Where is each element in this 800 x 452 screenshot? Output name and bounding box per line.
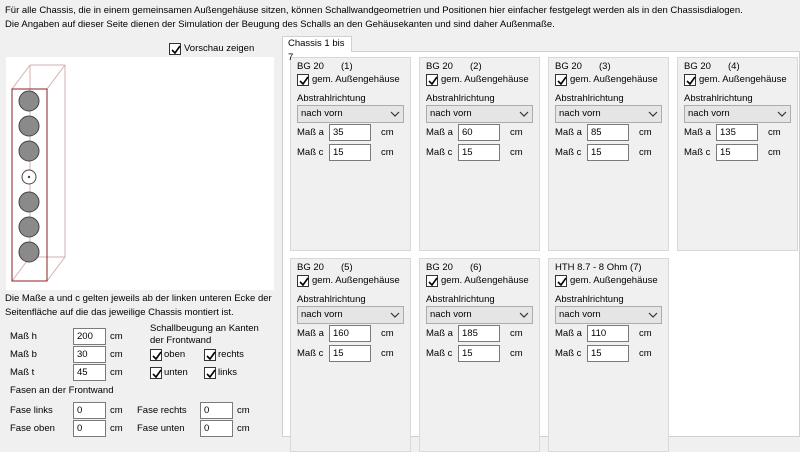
measure-c-label: Maß c: [297, 348, 324, 359]
chassis-card: [419, 57, 540, 251]
measure-a-input[interactable]: 135: [716, 124, 758, 141]
measure-c-input[interactable]: 15: [458, 345, 500, 362]
direction-label: Abstrahlrichtung: [684, 93, 753, 104]
checkmark-icon: [205, 350, 217, 362]
chassis-number: (6): [470, 262, 482, 273]
measure-a-unit: cm: [639, 127, 652, 138]
chevron-down-icon: [519, 109, 529, 119]
chassis-card: [548, 57, 669, 251]
measure-c-unit: cm: [510, 147, 523, 158]
measure-a-label: Maß a: [426, 127, 453, 138]
chassis-number: (2): [470, 61, 482, 72]
shared-enclosure-label: gem. Außengehäuse: [570, 74, 658, 85]
preview-checkbox[interactable]: [169, 43, 181, 55]
measure-c-label: Maß c: [555, 147, 582, 158]
checkmark-icon: [205, 368, 217, 380]
chevron-down-icon: [648, 310, 658, 320]
chassis-title: BG 20: [426, 61, 453, 72]
chamfer-right-label: Fase rechts: [137, 405, 187, 416]
measure-a-input[interactable]: 60: [458, 124, 500, 141]
dimension-description-line-2: Seitenfläche auf die das jeweilige Chassis montiert ist.: [5, 307, 234, 318]
measure-c-unit: cm: [510, 348, 523, 359]
measure-a-label: Maß a: [555, 328, 582, 339]
chevron-down-icon: [648, 109, 658, 119]
chamfer-left-label: Fase links: [10, 405, 53, 416]
edge-left-label: links: [218, 367, 238, 378]
checkmark-icon: [685, 75, 697, 87]
direction-select[interactable]: [426, 306, 533, 324]
speaker-cabinet-drawing: [6, 57, 274, 290]
chassis-number: (5): [341, 262, 353, 273]
dim-t-label: Maß t: [10, 367, 35, 378]
checkmark-icon: [556, 75, 568, 87]
chamfer-top-label: Fase oben: [10, 423, 55, 434]
direction-select[interactable]: [684, 105, 791, 123]
measure-c-input[interactable]: 15: [329, 144, 371, 161]
direction-label: Abstrahlrichtung: [555, 93, 624, 104]
measure-c-label: Maß c: [684, 147, 711, 158]
measure-c-label: Maß c: [426, 348, 453, 359]
chassis-card: [290, 57, 411, 251]
edge-top-checkbox[interactable]: [150, 349, 162, 361]
measure-c-label: Maß c: [426, 147, 453, 158]
chassis-card: [677, 57, 798, 251]
chassis-title: BG 20: [297, 262, 324, 273]
chassis-title: HTH 8.7 - 8 Ohm (7): [555, 262, 642, 273]
measure-a-label: Maß a: [684, 127, 711, 138]
dim-h-label: Maß h: [10, 331, 37, 342]
measure-c-input[interactable]: 15: [587, 345, 629, 362]
direction-label: Abstrahlrichtung: [426, 93, 495, 104]
chamfer-bottom-label: Fase unten: [137, 423, 185, 434]
measure-c-input[interactable]: 15: [329, 345, 371, 362]
chassis-title: BG 20: [555, 61, 582, 72]
chevron-down-icon: [519, 310, 529, 320]
chamfer-left-unit: cm: [110, 405, 123, 416]
chassis-card: [548, 258, 669, 452]
shared-enclosure-label: gem. Außengehäuse: [312, 74, 400, 85]
measure-c-unit: cm: [381, 147, 394, 158]
measure-c-label: Maß c: [297, 147, 324, 158]
shared-enclosure-checkbox[interactable]: [555, 74, 567, 86]
chassis-title: BG 20: [426, 262, 453, 273]
dim-h-unit: cm: [110, 331, 123, 342]
shared-enclosure-label: gem. Außengehäuse: [699, 74, 787, 85]
shared-enclosure-label: gem. Außengehäuse: [570, 275, 658, 286]
direction-label: Abstrahlrichtung: [555, 294, 624, 305]
edge-right-label: rechts: [218, 349, 244, 360]
chassis-title: BG 20: [684, 61, 711, 72]
direction-select[interactable]: [426, 105, 533, 123]
chamfer-bottom-input[interactable]: 0: [200, 420, 233, 437]
direction-select[interactable]: [555, 306, 662, 324]
shared-enclosure-checkbox[interactable]: [426, 275, 438, 287]
direction-value: nach vorn: [430, 309, 472, 320]
shared-enclosure-checkbox[interactable]: [555, 275, 567, 287]
measure-a-unit: cm: [381, 127, 394, 138]
direction-value: nach vorn: [430, 108, 472, 119]
measure-a-input[interactable]: 160: [329, 325, 371, 342]
measure-c-input[interactable]: 15: [587, 144, 629, 161]
chassis-number: (3): [599, 61, 611, 72]
dim-b-input[interactable]: 30: [73, 346, 106, 363]
measure-a-unit: cm: [381, 328, 394, 339]
info-line-2: Die Angaben auf dieser Seite dienen der Simulation der Beugung des Schalls an den Gehäusekanten und sind daher Außenmaße.: [5, 19, 555, 30]
shared-enclosure-label: gem. Außengehäuse: [441, 275, 529, 286]
checkmark-icon: [427, 276, 439, 288]
chamfer-right-unit: cm: [237, 405, 250, 416]
measure-a-input[interactable]: 185: [458, 325, 500, 342]
info-line-1: Für alle Chassis, die in einem gemeinsamen Außengehäuse sitzen, können Schallwandgeometrien und Positionen hier einfacher festgelegt werden als in den Chassisdialogen.: [5, 5, 743, 16]
measure-c-unit: cm: [639, 348, 652, 359]
shared-enclosure-checkbox[interactable]: [297, 275, 309, 287]
direction-select[interactable]: [555, 105, 662, 123]
dim-b-label: Maß b: [10, 349, 37, 360]
chamfer-title: Fasen an der Frontwand: [10, 385, 114, 396]
dim-b-unit: cm: [110, 349, 123, 360]
chamfer-left-input[interactable]: 0: [73, 402, 106, 419]
direction-label: Abstrahlrichtung: [297, 294, 366, 305]
chamfer-right-input[interactable]: 0: [200, 402, 233, 419]
edge-top-label: oben: [164, 349, 186, 360]
diffraction-title-2: der Frontwand: [150, 335, 212, 346]
measure-c-unit: cm: [639, 147, 652, 158]
speaker-preview: [6, 57, 274, 290]
chamfer-top-input[interactable]: 0: [73, 420, 106, 437]
direction-value: nach vorn: [688, 108, 730, 119]
shared-enclosure-checkbox[interactable]: [426, 74, 438, 86]
edge-right-checkbox[interactable]: [204, 349, 216, 361]
checkmark-icon: [298, 75, 310, 87]
checkmark-icon: [556, 276, 568, 288]
edge-left-checkbox[interactable]: [204, 367, 216, 379]
chassis-number: (1): [341, 61, 353, 72]
chassis-title: BG 20: [297, 61, 324, 72]
direction-value: nach vorn: [559, 309, 601, 320]
shared-enclosure-checkbox[interactable]: [684, 74, 696, 86]
edge-bottom-checkbox[interactable]: [150, 367, 162, 379]
direction-value: nach vorn: [301, 108, 343, 119]
measure-a-label: Maß a: [555, 127, 582, 138]
dim-t-input[interactable]: 45: [73, 364, 106, 381]
measure-a-label: Maß a: [426, 328, 453, 339]
direction-label: Abstrahlrichtung: [426, 294, 495, 305]
measure-a-unit: cm: [768, 127, 781, 138]
measure-a-unit: cm: [510, 127, 523, 138]
checkmark-icon: [170, 44, 182, 56]
direction-value: nach vorn: [559, 108, 601, 119]
measure-c-unit: cm: [381, 348, 394, 359]
direction-value: nach vorn: [301, 309, 343, 320]
dimension-description-line-1: Die Maße a und c gelten jeweils ab der linken unteren Ecke der: [5, 293, 272, 304]
chassis-number: (4): [728, 61, 740, 72]
measure-c-input[interactable]: 15: [458, 144, 500, 161]
measure-a-input[interactable]: 85: [587, 124, 629, 141]
tab-chassis-1-7[interactable]: Chassis 1 bis 7: [282, 36, 352, 52]
preview-checkbox-label: Vorschau zeigen: [184, 43, 255, 54]
edge-bottom-label: unten: [164, 367, 188, 378]
measure-c-unit: cm: [768, 147, 781, 158]
diffraction-title-1: Schallbeugung an Kanten: [150, 323, 259, 334]
measure-c-input[interactable]: 15: [716, 144, 758, 161]
measure-a-input[interactable]: 110: [587, 325, 629, 342]
measure-a-unit: cm: [639, 328, 652, 339]
measure-c-label: Maß c: [555, 348, 582, 359]
chamfer-bottom-unit: cm: [237, 423, 250, 434]
chevron-down-icon: [777, 109, 787, 119]
shared-enclosure-label: gem. Außengehäuse: [441, 74, 529, 85]
chamfer-top-unit: cm: [110, 423, 123, 434]
direction-select[interactable]: [297, 306, 404, 324]
chevron-down-icon: [390, 310, 400, 320]
chevron-down-icon: [390, 109, 400, 119]
dim-h-input[interactable]: 200: [73, 328, 106, 345]
shared-enclosure-checkbox[interactable]: [297, 74, 309, 86]
measure-a-input[interactable]: 35: [329, 124, 371, 141]
checkmark-icon: [151, 368, 163, 380]
direction-select[interactable]: [297, 105, 404, 123]
direction-label: Abstrahlrichtung: [297, 93, 366, 104]
checkmark-icon: [427, 75, 439, 87]
checkmark-icon: [298, 276, 310, 288]
measure-a-label: Maß a: [297, 127, 324, 138]
chassis-card: [290, 258, 411, 452]
shared-enclosure-label: gem. Außengehäuse: [312, 275, 400, 286]
measure-a-label: Maß a: [297, 328, 324, 339]
checkmark-icon: [151, 350, 163, 362]
measure-a-unit: cm: [510, 328, 523, 339]
chassis-card: [419, 258, 540, 452]
dim-t-unit: cm: [110, 367, 123, 378]
